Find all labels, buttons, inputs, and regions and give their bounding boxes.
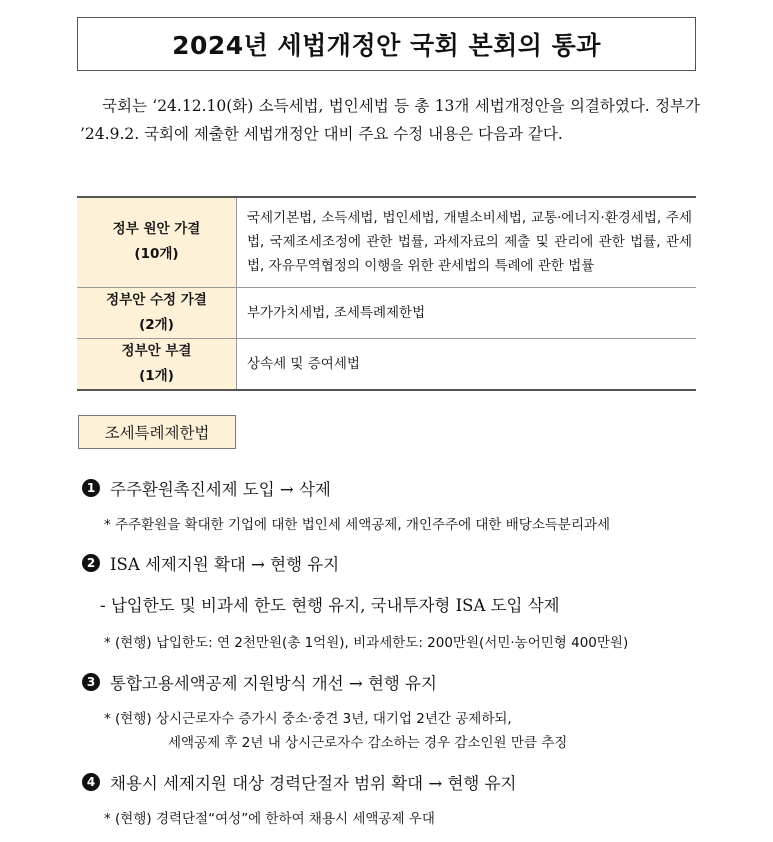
category-label: 정부안 수정 가결 — [106, 291, 207, 308]
item-heading-2 — [82, 551, 339, 575]
title-box — [77, 17, 696, 71]
number-bullet-icon: 1 — [82, 479, 100, 497]
category-cell — [77, 197, 237, 287]
item-subpoint: - 납입한도 및 비과세 한도 현행 유지, 국내투자형 ISA 도입 삭제 — [100, 596, 560, 615]
summary-table — [77, 196, 696, 391]
table-row — [77, 338, 696, 390]
category-count: (2개) — [139, 316, 174, 333]
item-heading-text: ISA 세제지원 확대 → 현행 유지 — [110, 555, 340, 574]
item-note: * (현행) 상시근로자수 증가시 중소·중견 3년, 대기업 2년간 공제하되, — [104, 711, 512, 727]
item-note: * 주주환원을 확대한 기업에 대한 법인세 세액공제, 개인주주에 대한 배당소득분리과세 — [104, 517, 611, 533]
laws-cell: 상속세 및 증여세법 — [247, 355, 360, 372]
category-count: (1개) — [139, 367, 174, 384]
item-heading-text: 통합고용세액공제 지원방식 개선 → 현행 유지 — [110, 674, 437, 693]
item-heading-text: 주주환원촉진세제 도입 → 삭제 — [110, 480, 331, 499]
item-heading-1 — [82, 476, 331, 500]
laws-cell: 국세기본법, 소득세법, 법인세법, 개별소비세법, 교통·에너지·환경세법, 주세법, 국제조세조정에 관한 법률, 과세자료의 제출 및 관리에 관한 법률, 관세법, 자유무역협정의 이행을 위한 관세법의 특례에 관한 법률 — [247, 210, 692, 275]
table-row — [77, 197, 696, 287]
intro-paragraph: 국회는 ‘24.12.10(화) 소득세법, 법인세법 등 총 13개 세법개정안을 의결하였다. 정부가 ’24.9.2. 국회에 제출한 세법개정안 대비 주요 수정 내용은 다음과 같다. — [80, 97, 700, 143]
item-heading-text: 채용시 세제지원 대상 경력단절자 범위 확대 → 현행 유지 — [110, 774, 517, 793]
category-cell — [77, 338, 237, 390]
category-label: 정부안 부결 — [121, 342, 192, 359]
category-cell — [77, 287, 237, 338]
number-bullet-icon: 4 — [82, 773, 100, 791]
category-count: (10개) — [134, 246, 179, 263]
category-label: 정부 원안 가결 — [112, 221, 201, 238]
number-bullet-icon: 2 — [82, 554, 100, 572]
item-heading-3 — [82, 670, 437, 694]
item-heading-4 — [82, 770, 516, 794]
item-note-continued: 세액공제 후 2년 내 상시근로자수 감소하는 경우 감소인원 만큼 추징 — [168, 735, 568, 751]
laws-cell: 부가가치세법, 조세특례제한법 — [247, 304, 426, 321]
section-tag: 조세특례제한법 — [78, 415, 236, 449]
item-note: * (현행) 납입한도: 연 2천만원(총 1억원), 비과세한도: 200만원(서민·농어민형 400만원) — [104, 635, 629, 651]
table-row — [77, 287, 696, 338]
number-bullet-icon: 3 — [82, 673, 100, 691]
page-title: 2024년 세법개정안 국회 본회의 통과 — [172, 31, 601, 60]
item-note: * (현행) 경력단절“여성”에 한하여 채용시 세액공제 우대 — [104, 811, 435, 827]
